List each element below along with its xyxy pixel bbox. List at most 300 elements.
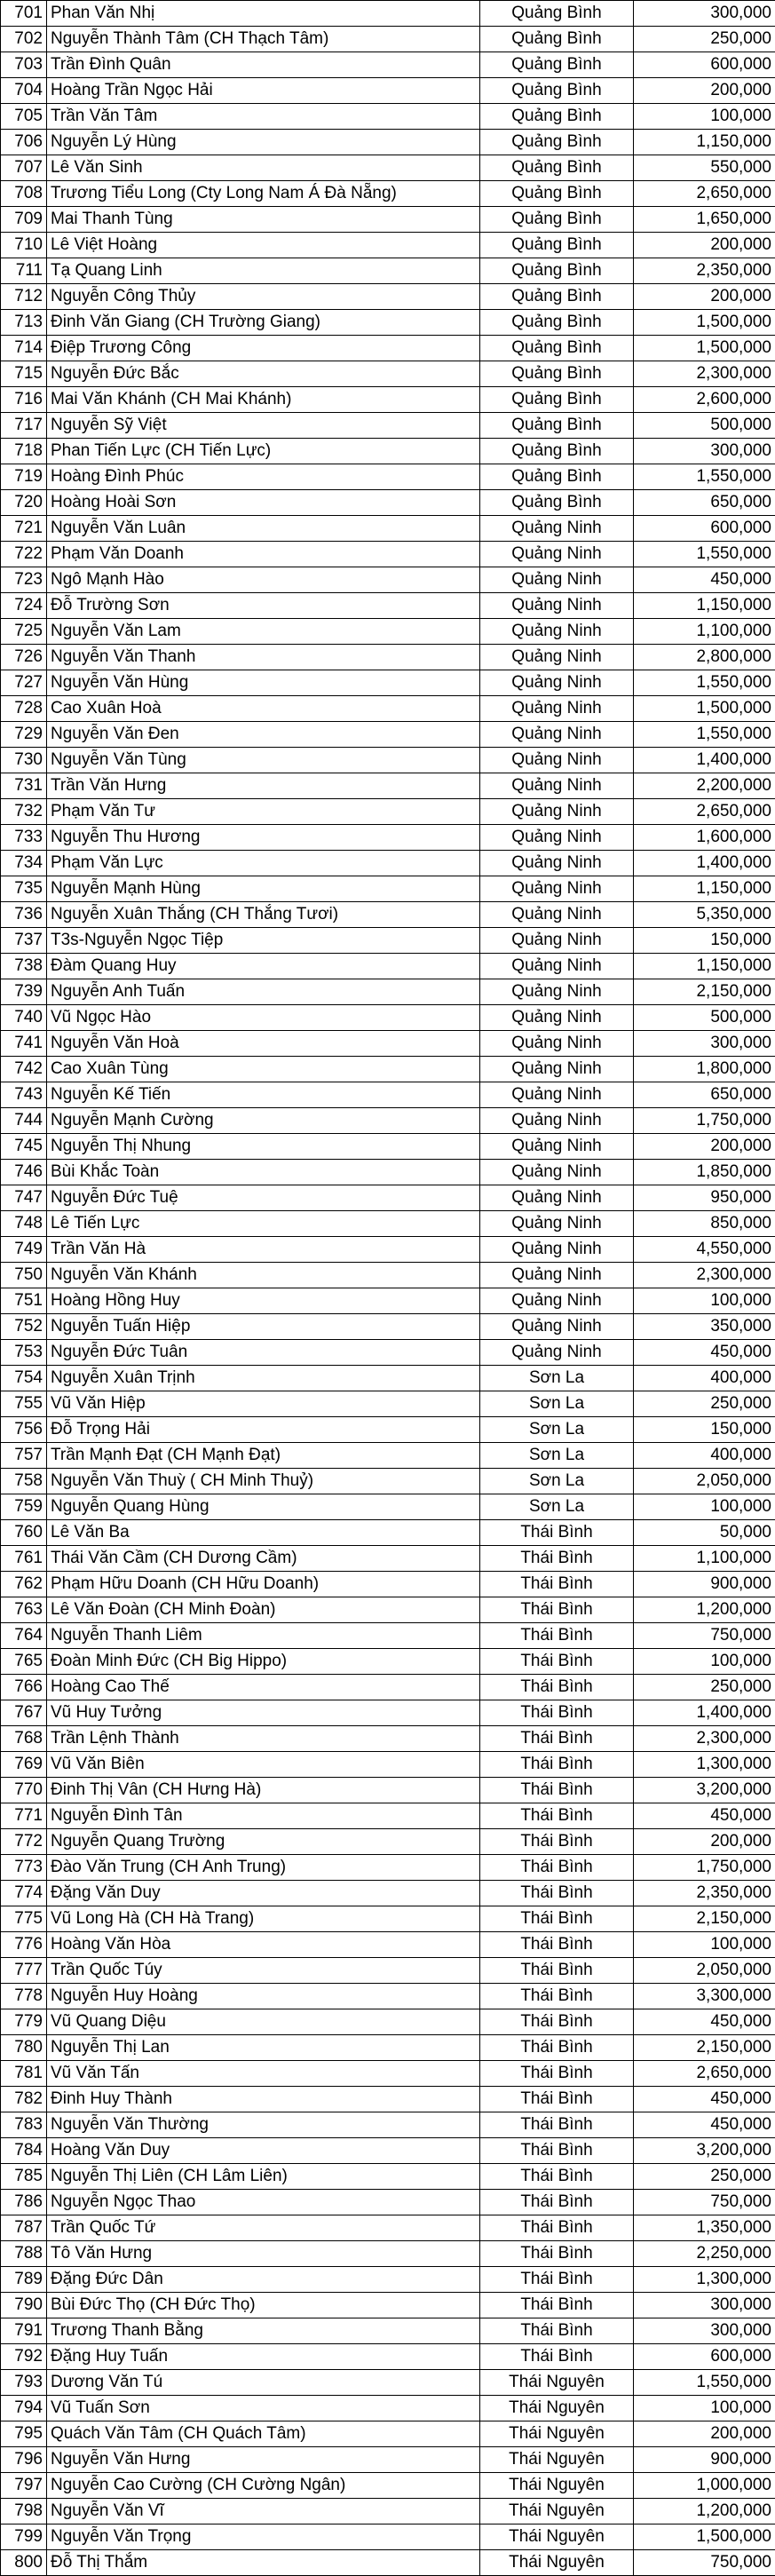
name-cell: Nguyễn Văn Đen xyxy=(47,722,480,748)
table-row xyxy=(1,52,775,78)
amount-cell: 1,600,000 xyxy=(634,825,775,851)
name-cell: Phạm Hữu Doanh (CH Hữu Doanh) xyxy=(47,1572,480,1597)
amount-cell: 1,150,000 xyxy=(634,593,775,619)
province-cell: Quảng Bình xyxy=(480,258,634,284)
province-cell: Quảng Bình xyxy=(480,52,634,78)
row-number-cell: 777 xyxy=(1,1958,47,1984)
row-number-cell: 776 xyxy=(1,1932,47,1958)
amount-cell: 1,750,000 xyxy=(634,1855,775,1881)
row-number-cell: 745 xyxy=(1,1134,47,1160)
row-number-cell: 738 xyxy=(1,954,47,979)
amount-cell: 3,200,000 xyxy=(634,1778,775,1803)
amount-cell: 1,550,000 xyxy=(634,542,775,567)
amount-cell: 50,000 xyxy=(634,1520,775,1546)
row-number-cell: 741 xyxy=(1,1031,47,1057)
province-cell: Thái Bình xyxy=(480,2138,634,2164)
row-number-cell: 728 xyxy=(1,696,47,722)
row-number-cell: 764 xyxy=(1,1623,47,1649)
row-number-cell: 791 xyxy=(1,2318,47,2344)
province-cell: Thái Bình xyxy=(480,1520,634,1546)
name-cell: Tô Văn Hưng xyxy=(47,2241,480,2267)
row-number-cell: 789 xyxy=(1,2267,47,2293)
province-cell: Thái Bình xyxy=(480,1881,634,1906)
table-row xyxy=(1,2215,775,2241)
province-cell: Quảng Bình xyxy=(480,439,634,464)
amount-cell: 2,350,000 xyxy=(634,258,775,284)
name-cell: Nguyễn Đình Tân xyxy=(47,1803,480,1829)
table-row xyxy=(1,1829,775,1855)
name-cell: Nguyễn Xuân Trịnh xyxy=(47,1366,480,1391)
amount-cell: 300,000 xyxy=(634,2318,775,2344)
table-row xyxy=(1,1675,775,1700)
province-cell: Quảng Ninh xyxy=(480,954,634,979)
province-cell: Thái Bình xyxy=(480,2241,634,2267)
province-cell: Thái Nguyên xyxy=(480,2524,634,2550)
amount-cell: 200,000 xyxy=(634,1829,775,1855)
amount-cell: 1,200,000 xyxy=(634,2499,775,2524)
name-cell: Nguyễn Kế Tiến xyxy=(47,1082,480,1108)
name-cell: Nguyễn Tuấn Hiệp xyxy=(47,1314,480,1340)
amount-cell: 1,550,000 xyxy=(634,670,775,696)
amount-cell: 750,000 xyxy=(634,2190,775,2215)
table-row xyxy=(1,387,775,413)
row-number-cell: 752 xyxy=(1,1314,47,1340)
name-cell: Nguyễn Mạnh Cường xyxy=(47,1108,480,1134)
province-cell: Thái Bình xyxy=(480,1855,634,1881)
province-cell: Thái Bình xyxy=(480,2293,634,2318)
province-cell: Thái Bình xyxy=(480,2009,634,2035)
amount-cell: 150,000 xyxy=(634,1417,775,1443)
province-cell: Quảng Bình xyxy=(480,490,634,516)
amount-cell: 300,000 xyxy=(634,1,775,27)
table-row xyxy=(1,1597,775,1623)
amount-cell: 2,600,000 xyxy=(634,387,775,413)
table-row xyxy=(1,1443,775,1469)
amount-cell: 100,000 xyxy=(634,1288,775,1314)
table-row xyxy=(1,490,775,516)
name-cell: Vũ Huy Tưởng xyxy=(47,1700,480,1726)
row-number-cell: 732 xyxy=(1,799,47,825)
amount-cell: 2,050,000 xyxy=(634,1958,775,1984)
table-row xyxy=(1,1108,775,1134)
province-cell: Thái Bình xyxy=(480,1726,634,1752)
name-cell: Nguyễn Thu Hương xyxy=(47,825,480,851)
table-row xyxy=(1,1134,775,1160)
province-cell: Quảng Ninh xyxy=(480,619,634,645)
name-cell: Phan Tiến Lực (CH Tiến Lực) xyxy=(47,439,480,464)
amount-cell: 1,200,000 xyxy=(634,1597,775,1623)
row-number-cell: 718 xyxy=(1,439,47,464)
name-cell: Lê Tiến Lực xyxy=(47,1211,480,1237)
amount-cell: 450,000 xyxy=(634,567,775,593)
amount-cell: 200,000 xyxy=(634,2421,775,2447)
row-number-cell: 706 xyxy=(1,130,47,155)
row-number-cell: 711 xyxy=(1,258,47,284)
amount-cell: 250,000 xyxy=(634,1675,775,1700)
name-cell: Phạm Văn Tư xyxy=(47,799,480,825)
table-row xyxy=(1,464,775,490)
province-cell: Quảng Ninh xyxy=(480,979,634,1005)
province-cell: Thái Bình xyxy=(480,2215,634,2241)
amount-cell: 2,150,000 xyxy=(634,2035,775,2061)
amount-cell: 550,000 xyxy=(634,155,775,181)
row-number-cell: 747 xyxy=(1,1185,47,1211)
province-cell: Thái Bình xyxy=(480,1675,634,1700)
table-row xyxy=(1,1314,775,1340)
table-row xyxy=(1,1932,775,1958)
row-number-cell: 739 xyxy=(1,979,47,1005)
row-number-cell: 769 xyxy=(1,1752,47,1778)
amount-cell: 250,000 xyxy=(634,27,775,52)
row-number-cell: 744 xyxy=(1,1108,47,1134)
table-row xyxy=(1,2344,775,2370)
name-cell: Hoàng Đình Phúc xyxy=(47,464,480,490)
row-number-cell: 759 xyxy=(1,1494,47,1520)
row-number-cell: 702 xyxy=(1,27,47,52)
province-cell: Thái Bình xyxy=(480,1906,634,1932)
amount-cell: 2,300,000 xyxy=(634,1263,775,1288)
table-row xyxy=(1,593,775,619)
amount-cell: 300,000 xyxy=(634,439,775,464)
name-cell: Quách Văn Tâm (CH Quách Tâm) xyxy=(47,2421,480,2447)
province-cell: Quảng Ninh xyxy=(480,1237,634,1263)
row-number-cell: 779 xyxy=(1,2009,47,2035)
row-number-cell: 733 xyxy=(1,825,47,851)
table-row xyxy=(1,104,775,130)
province-cell: Quảng Ninh xyxy=(480,773,634,799)
table-row xyxy=(1,902,775,928)
name-cell: Trương Thanh Bằng xyxy=(47,2318,480,2344)
row-number-cell: 792 xyxy=(1,2344,47,2370)
amount-cell: 1,400,000 xyxy=(634,748,775,773)
name-cell: Nguyễn Đức Bắc xyxy=(47,361,480,387)
table-row xyxy=(1,851,775,876)
row-number-cell: 787 xyxy=(1,2215,47,2241)
province-cell: Thái Bình xyxy=(480,1932,634,1958)
table-row xyxy=(1,2190,775,2215)
row-number-cell: 705 xyxy=(1,104,47,130)
name-cell: Hoàng Trần Ngọc Hải xyxy=(47,78,480,104)
row-number-cell: 785 xyxy=(1,2164,47,2190)
row-number-cell: 753 xyxy=(1,1340,47,1366)
amount-cell: 2,800,000 xyxy=(634,645,775,670)
name-cell: Nguyễn Xuân Thắng (CH Thắng Tươi) xyxy=(47,902,480,928)
table-row xyxy=(1,1881,775,1906)
amount-cell: 100,000 xyxy=(634,104,775,130)
table-row xyxy=(1,1520,775,1546)
province-cell: Thái Bình xyxy=(480,1984,634,2009)
name-cell: Nguyễn Văn Khánh xyxy=(47,1263,480,1288)
row-number-cell: 713 xyxy=(1,310,47,336)
name-cell: Nguyễn Công Thủy xyxy=(47,284,480,310)
name-cell: Trần Văn Tâm xyxy=(47,104,480,130)
name-cell: Vũ Văn Hiệp xyxy=(47,1391,480,1417)
row-number-cell: 715 xyxy=(1,361,47,387)
row-number-cell: 755 xyxy=(1,1391,47,1417)
name-cell: Đinh Huy Thành xyxy=(47,2087,480,2112)
amount-cell: 100,000 xyxy=(634,1649,775,1675)
amount-cell: 1,800,000 xyxy=(634,1057,775,1082)
name-cell: Phạm Văn Doanh xyxy=(47,542,480,567)
row-number-cell: 750 xyxy=(1,1263,47,1288)
row-number-cell: 727 xyxy=(1,670,47,696)
province-cell: Thái Bình xyxy=(480,1623,634,1649)
province-cell: Quảng Ninh xyxy=(480,516,634,542)
name-cell: Đặng Văn Duy xyxy=(47,1881,480,1906)
row-number-cell: 725 xyxy=(1,619,47,645)
amount-cell: 850,000 xyxy=(634,1211,775,1237)
name-cell: Nguyễn Văn Thuỳ ( CH Minh Thuỷ) xyxy=(47,1469,480,1494)
name-cell: Trần Quốc Túy xyxy=(47,1958,480,1984)
province-cell: Quảng Bình xyxy=(480,387,634,413)
amount-cell: 2,650,000 xyxy=(634,799,775,825)
table-row xyxy=(1,670,775,696)
province-cell: Sơn La xyxy=(480,1417,634,1443)
name-cell: Vũ Quang Diệu xyxy=(47,2009,480,2035)
table-row xyxy=(1,130,775,155)
amount-cell: 1,150,000 xyxy=(634,876,775,902)
row-number-cell: 796 xyxy=(1,2447,47,2473)
row-number-cell: 778 xyxy=(1,1984,47,2009)
name-cell: Phạm Văn Lực xyxy=(47,851,480,876)
row-number-cell: 797 xyxy=(1,2473,47,2499)
province-cell: Thái Nguyên xyxy=(480,2550,634,2576)
name-cell: Hoàng Hoài Sơn xyxy=(47,490,480,516)
table-row xyxy=(1,2164,775,2190)
row-number-cell: 775 xyxy=(1,1906,47,1932)
amount-cell: 300,000 xyxy=(634,2293,775,2318)
amount-cell: 2,300,000 xyxy=(634,361,775,387)
amount-cell: 1,100,000 xyxy=(634,619,775,645)
province-cell: Quảng Ninh xyxy=(480,645,634,670)
amount-cell: 750,000 xyxy=(634,1623,775,1649)
province-cell: Thái Bình xyxy=(480,2344,634,2370)
name-cell: Hoàng Hồng Huy xyxy=(47,1288,480,1314)
row-number-cell: 707 xyxy=(1,155,47,181)
province-cell: Thái Bình xyxy=(480,1597,634,1623)
amount-cell: 400,000 xyxy=(634,1366,775,1391)
name-cell: Nguyễn Văn Vĩ xyxy=(47,2499,480,2524)
name-cell: Đàm Quang Huy xyxy=(47,954,480,979)
amount-cell: 1,500,000 xyxy=(634,696,775,722)
row-number-cell: 743 xyxy=(1,1082,47,1108)
name-cell: Nguyễn Đức Tuệ xyxy=(47,1185,480,1211)
row-number-cell: 767 xyxy=(1,1700,47,1726)
name-cell: Bùi Đức Thọ (CH Đức Thọ) xyxy=(47,2293,480,2318)
province-cell: Quảng Ninh xyxy=(480,825,634,851)
name-cell: Nguyễn Văn Luân xyxy=(47,516,480,542)
row-number-cell: 729 xyxy=(1,722,47,748)
row-number-cell: 712 xyxy=(1,284,47,310)
name-cell: Nguyễn Huy Hoàng xyxy=(47,1984,480,2009)
row-number-cell: 708 xyxy=(1,181,47,207)
province-cell: Quảng Ninh xyxy=(480,1031,634,1057)
province-cell: Thái Bình xyxy=(480,2267,634,2293)
amount-cell: 650,000 xyxy=(634,490,775,516)
table-row xyxy=(1,1417,775,1443)
province-cell: Quảng Ninh xyxy=(480,1108,634,1134)
amount-cell: 200,000 xyxy=(634,284,775,310)
province-cell: Thái Bình xyxy=(480,1958,634,1984)
table-row xyxy=(1,2061,775,2087)
province-cell: Thái Nguyên xyxy=(480,2370,634,2396)
province-cell: Quảng Ninh xyxy=(480,542,634,567)
table-row xyxy=(1,2267,775,2293)
name-cell: Tạ Quang Linh xyxy=(47,258,480,284)
row-number-cell: 783 xyxy=(1,2112,47,2138)
name-cell: Nguyễn Thị Nhung xyxy=(47,1134,480,1160)
province-cell: Quảng Bình xyxy=(480,336,634,361)
amount-cell: 1,150,000 xyxy=(634,130,775,155)
name-cell: Nguyễn Văn Thanh xyxy=(47,645,480,670)
row-number-cell: 714 xyxy=(1,336,47,361)
row-number-cell: 742 xyxy=(1,1057,47,1082)
row-number-cell: 756 xyxy=(1,1417,47,1443)
row-number-cell: 731 xyxy=(1,773,47,799)
province-cell: Quảng Ninh xyxy=(480,1314,634,1340)
name-cell: Lê Văn Ba xyxy=(47,1520,480,1546)
name-cell: Đỗ Trọng Hải xyxy=(47,1417,480,1443)
table-row xyxy=(1,2421,775,2447)
row-number-cell: 788 xyxy=(1,2241,47,2267)
name-cell: Cao Xuân Tùng xyxy=(47,1057,480,1082)
name-cell: Đỗ Thị Thắm xyxy=(47,2550,480,2576)
table-row xyxy=(1,439,775,464)
name-cell: Vũ Ngọc Hào xyxy=(47,1005,480,1031)
table-row xyxy=(1,1366,775,1391)
amount-cell: 1,550,000 xyxy=(634,2370,775,2396)
amount-cell: 5,350,000 xyxy=(634,902,775,928)
row-number-cell: 721 xyxy=(1,516,47,542)
amount-cell: 2,150,000 xyxy=(634,1906,775,1932)
name-cell: Phan Văn Nhị xyxy=(47,1,480,27)
row-number-cell: 761 xyxy=(1,1546,47,1572)
province-cell: Quảng Ninh xyxy=(480,1057,634,1082)
table-row xyxy=(1,2241,775,2267)
table-row xyxy=(1,1623,775,1649)
row-number-cell: 709 xyxy=(1,207,47,233)
table-row xyxy=(1,284,775,310)
name-cell: Nguyễn Văn Hoà xyxy=(47,1031,480,1057)
province-cell: Thái Bình xyxy=(480,1572,634,1597)
table-row xyxy=(1,1726,775,1752)
province-cell: Thái Bình xyxy=(480,2318,634,2344)
table-row xyxy=(1,181,775,207)
row-number-cell: 703 xyxy=(1,52,47,78)
table-row xyxy=(1,2112,775,2138)
table-row xyxy=(1,2499,775,2524)
name-cell: Trần Văn Hà xyxy=(47,1237,480,1263)
row-number-cell: 754 xyxy=(1,1366,47,1391)
amount-cell: 450,000 xyxy=(634,2087,775,2112)
table-row xyxy=(1,1211,775,1237)
row-number-cell: 726 xyxy=(1,645,47,670)
amount-cell: 1,650,000 xyxy=(634,207,775,233)
name-cell: Dương Văn Tú xyxy=(47,2370,480,2396)
name-cell: Mai Thanh Tùng xyxy=(47,207,480,233)
amount-cell: 2,200,000 xyxy=(634,773,775,799)
name-cell: Điệp Trương Công xyxy=(47,336,480,361)
amount-cell: 450,000 xyxy=(634,1803,775,1829)
amount-cell: 100,000 xyxy=(634,2396,775,2421)
province-cell: Quảng Ninh xyxy=(480,1005,634,1031)
row-number-cell: 749 xyxy=(1,1237,47,1263)
province-cell: Sơn La xyxy=(480,1469,634,1494)
province-cell: Thái Bình xyxy=(480,1649,634,1675)
row-number-cell: 719 xyxy=(1,464,47,490)
name-cell: Vũ Long Hà (CH Hà Trang) xyxy=(47,1906,480,1932)
province-cell: Quảng Ninh xyxy=(480,593,634,619)
province-cell: Quảng Bình xyxy=(480,78,634,104)
name-cell: Nguyễn Sỹ Việt xyxy=(47,413,480,439)
name-cell: Đoàn Minh Đức (CH Big Hippo) xyxy=(47,1649,480,1675)
name-cell: Trương Tiểu Long (Cty Long Nam Á Đà Nẵng) xyxy=(47,181,480,207)
row-number-cell: 800 xyxy=(1,2550,47,2576)
name-cell: Nguyễn Ngọc Thao xyxy=(47,2190,480,2215)
table-row xyxy=(1,2009,775,2035)
province-cell: Quảng Bình xyxy=(480,413,634,439)
amount-cell: 500,000 xyxy=(634,413,775,439)
table-row xyxy=(1,1649,775,1675)
row-number-cell: 795 xyxy=(1,2421,47,2447)
table-row xyxy=(1,1958,775,1984)
row-number-cell: 701 xyxy=(1,1,47,27)
table-row xyxy=(1,1340,775,1366)
province-cell: Thái Nguyên xyxy=(480,2473,634,2499)
row-number-cell: 736 xyxy=(1,902,47,928)
amount-cell: 1,550,000 xyxy=(634,464,775,490)
province-cell: Quảng Ninh xyxy=(480,1160,634,1185)
province-cell: Quảng Bình xyxy=(480,155,634,181)
province-cell: Thái Bình xyxy=(480,2087,634,2112)
amount-cell: 600,000 xyxy=(634,2344,775,2370)
name-cell: Đặng Đức Dân xyxy=(47,2267,480,2293)
amount-cell: 200,000 xyxy=(634,233,775,258)
row-number-cell: 780 xyxy=(1,2035,47,2061)
amount-cell: 2,350,000 xyxy=(634,1881,775,1906)
province-cell: Thái Bình xyxy=(480,1700,634,1726)
amount-cell: 1,300,000 xyxy=(634,1752,775,1778)
table-row xyxy=(1,78,775,104)
donation-table-body xyxy=(1,1,775,2576)
table-row xyxy=(1,567,775,593)
row-number-cell: 773 xyxy=(1,1855,47,1881)
amount-cell: 1,850,000 xyxy=(634,1160,775,1185)
table-row xyxy=(1,645,775,670)
row-number-cell: 786 xyxy=(1,2190,47,2215)
row-number-cell: 790 xyxy=(1,2293,47,2318)
name-cell: Đỗ Trường Sơn xyxy=(47,593,480,619)
name-cell: Nguyễn Thị Liên (CH Lâm Liên) xyxy=(47,2164,480,2190)
amount-cell: 1,300,000 xyxy=(634,2267,775,2293)
amount-cell: 1,400,000 xyxy=(634,851,775,876)
row-number-cell: 740 xyxy=(1,1005,47,1031)
row-number-cell: 763 xyxy=(1,1597,47,1623)
table-row xyxy=(1,619,775,645)
province-cell: Quảng Ninh xyxy=(480,928,634,954)
name-cell: Nguyễn Thành Tâm (CH Thạch Tâm) xyxy=(47,27,480,52)
name-cell: Vũ Tuấn Sơn xyxy=(47,2396,480,2421)
name-cell: Nguyễn Thị Lan xyxy=(47,2035,480,2061)
name-cell: Nguyễn Quang Trường xyxy=(47,1829,480,1855)
table-row xyxy=(1,2293,775,2318)
amount-cell: 1,550,000 xyxy=(634,722,775,748)
province-cell: Quảng Ninh xyxy=(480,1340,634,1366)
row-number-cell: 734 xyxy=(1,851,47,876)
name-cell: Mai Văn Khánh (CH Mai Khánh) xyxy=(47,387,480,413)
table-row xyxy=(1,1803,775,1829)
amount-cell: 600,000 xyxy=(634,516,775,542)
